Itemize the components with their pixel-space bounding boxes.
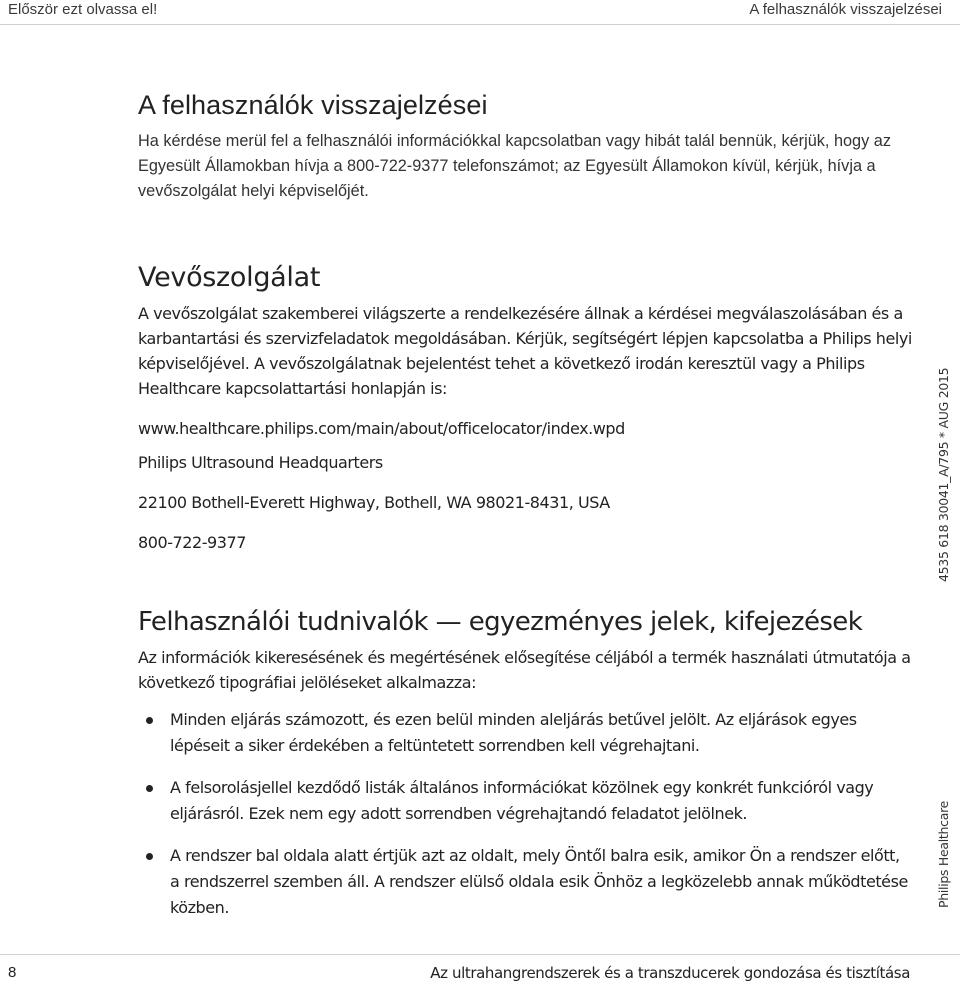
- bullet-icon: [146, 785, 153, 792]
- side-document-number: 4535 618 30041_A/795 * AUG 2015: [936, 367, 951, 582]
- header-divider: [0, 24, 960, 25]
- conventions-intro: Az információk kikeresésének és megértésének elősegítése céljából a termék használati útmutatója a következő tipográfiai jelöléseket alkalmazza:: [138, 648, 911, 692]
- feedback-heading: A felhasználók visszajelzései: [138, 90, 488, 120]
- header-section-title: A felhasználók visszajelzései: [749, 1, 942, 18]
- list-item-text: A felsorolásjellel kezdődő listák általános információkat közölnek egy konkrét funkcióról vagy eljárásról. Ezek nem egy adott sorrendben végrehajtandó feladatot jelölnek.: [170, 778, 874, 823]
- office-phone: 800-722-9377: [138, 533, 246, 552]
- page-number: 8: [8, 964, 17, 981]
- header-chapter-title: Először ezt olvassa el!: [8, 1, 158, 18]
- office-name: Philips Ultrasound Headquarters: [138, 453, 383, 472]
- list-item-text: A rendszer bal oldala alatt értjük azt az oldalt, mely Öntől balra esik, amikor Ön a rendszer előtt, a rendszerrel szemben áll. A rendszer elülső oldala esik Önhöz a legközelebb annak működtetése közben.: [170, 846, 908, 917]
- bullet-icon: [146, 717, 153, 724]
- page-content: [138, 80, 913, 937]
- feedback-paragraph: Ha kérdése merül fel a felhasználói információkkal kapcsolatban vagy hibát talál bennük, kérjük, hogy az Egyesült Államokban hívja a 800-722-9377 telefonszámot; az Egyesült Államokon kívül, kérjük, hívja a vevőszolgálat helyi képviselőjét.: [138, 132, 891, 200]
- customer-service-heading: Vevőszolgálat: [138, 262, 321, 293]
- footer-document-title: Az ultrahangrendszerek és a transzducerek gondozása és tisztítása: [430, 964, 910, 982]
- list-item: [138, 707, 913, 759]
- list-item-text: Minden eljárás számozott, és ezen belül minden aleljárás betűvel jelölt. Az eljárások egyes lépéseit a siker érdekében a feltüntetett sorrendben kell végrehajtani.: [170, 710, 857, 755]
- list-item: [138, 843, 913, 921]
- side-brand-label: Philips Healthcare: [936, 800, 951, 908]
- bullet-icon: [146, 853, 153, 860]
- office-locator-url: www.healthcare.philips.com/main/about/officelocator/index.wpd: [138, 419, 625, 438]
- office-address: 22100 Bothell-Everett Highway, Bothell, WA 98021-8431, USA: [138, 493, 610, 512]
- list-item: [138, 775, 913, 827]
- conventions-list: [138, 707, 913, 921]
- customer-service-paragraph: A vevőszolgálat szakemberei világszerte a rendelkezésére állnak a kérdései megválaszolásában és a karbantartási és szervizfeladatok megoldásában. Kérjük, segítségért lépjen kapcsolatba a Philips helyi képviselőjével. A vevőszolgálatnak bejelentést tehet a következő irodán keresztül vagy a Philips Healthcare kapcsolattartási honlapján is:: [138, 304, 912, 398]
- footer-divider: [0, 954, 960, 955]
- conventions-heading: Felhasználói tudnivalók — egyezményes jelek, kifejezések: [138, 607, 863, 637]
